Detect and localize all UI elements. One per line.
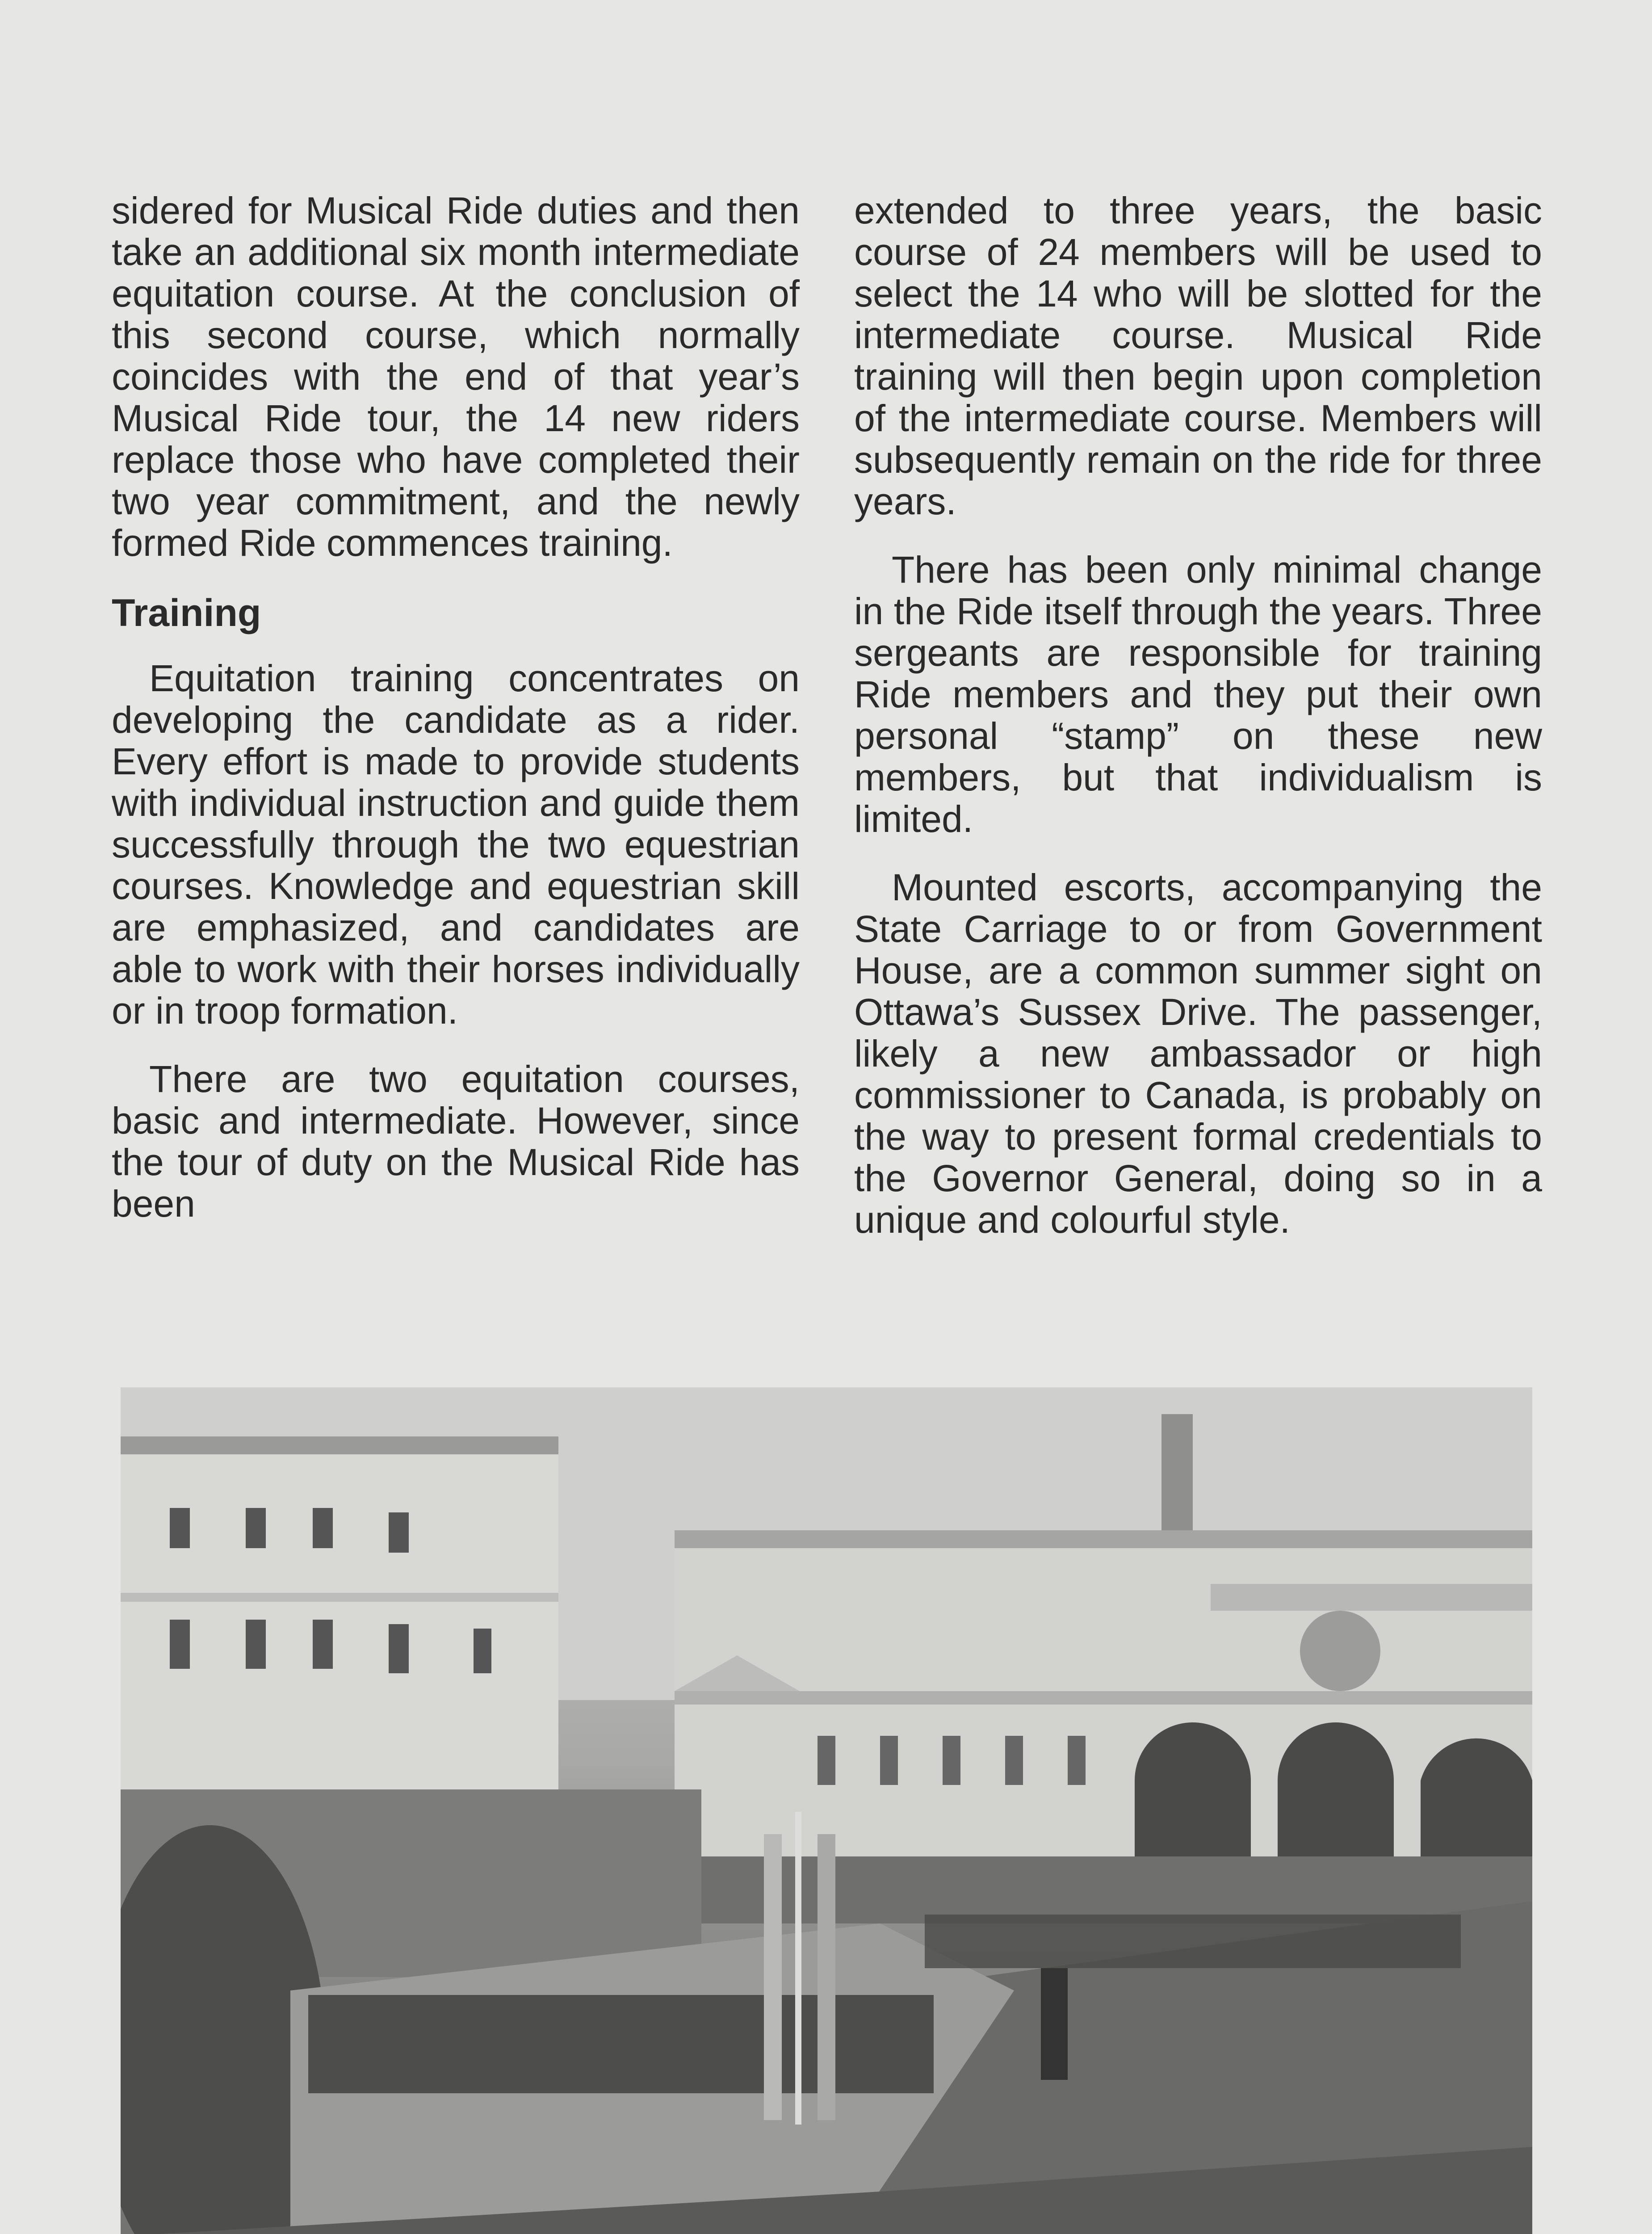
right-paragraph-3: Mounted escorts, accompanying the State Carriage to or from Government House, are a common summer sight on Ottawa’s Sussex Drive. The passenger, likely a new ambassador or high commissioner to Canada, is probably on the way to present formal credentials to the Governor General, doing so in a unique and colourful style. bbox=[854, 866, 1542, 1241]
right-paragraph-1: extended to three years, the basic course of 24 members will be used to select the 14 who will be slotted for the intermediate course. Musical Ride training will then begin upon completion of the intermediate course. Members will subsequently remain on the ride for three years. bbox=[854, 189, 1542, 522]
left-column bbox=[112, 190, 800, 1251]
section-heading-training: Training bbox=[112, 592, 261, 634]
coronation-photo bbox=[121, 1387, 1532, 2234]
right-column bbox=[854, 190, 1542, 1268]
left-paragraph-2: Equitation training concentrates on developing the candidate as a rider. Every effort is made to provide students with individual instruction and guide them successfully through the two equestrian courses. Knowledge and equestrian skill are emphasized, and candidates are able to work with their horses individually or in troop formation. bbox=[112, 657, 800, 1032]
right-paragraph-2: There has been only minimal change in the Ride itself through the years. Three sergeants are responsible for training Ride members and they put their own personal “stamp” on these new members, but that individualism is limited. bbox=[854, 549, 1542, 840]
left-paragraph-3: There are two equitation courses, basic and intermediate. However, since the tour of duty on the Musical Ride has been bbox=[112, 1058, 800, 1225]
left-paragraph-1: sidered for Musical Ride duties and then take an additional six month intermediate equitation course. At the conclusion of this second course, which normally coincides with the end of that year’s Musical Ride tour, the 14 new riders replace those who have completed their two year commitment, and the newly formed Ride commences training. bbox=[112, 189, 800, 564]
